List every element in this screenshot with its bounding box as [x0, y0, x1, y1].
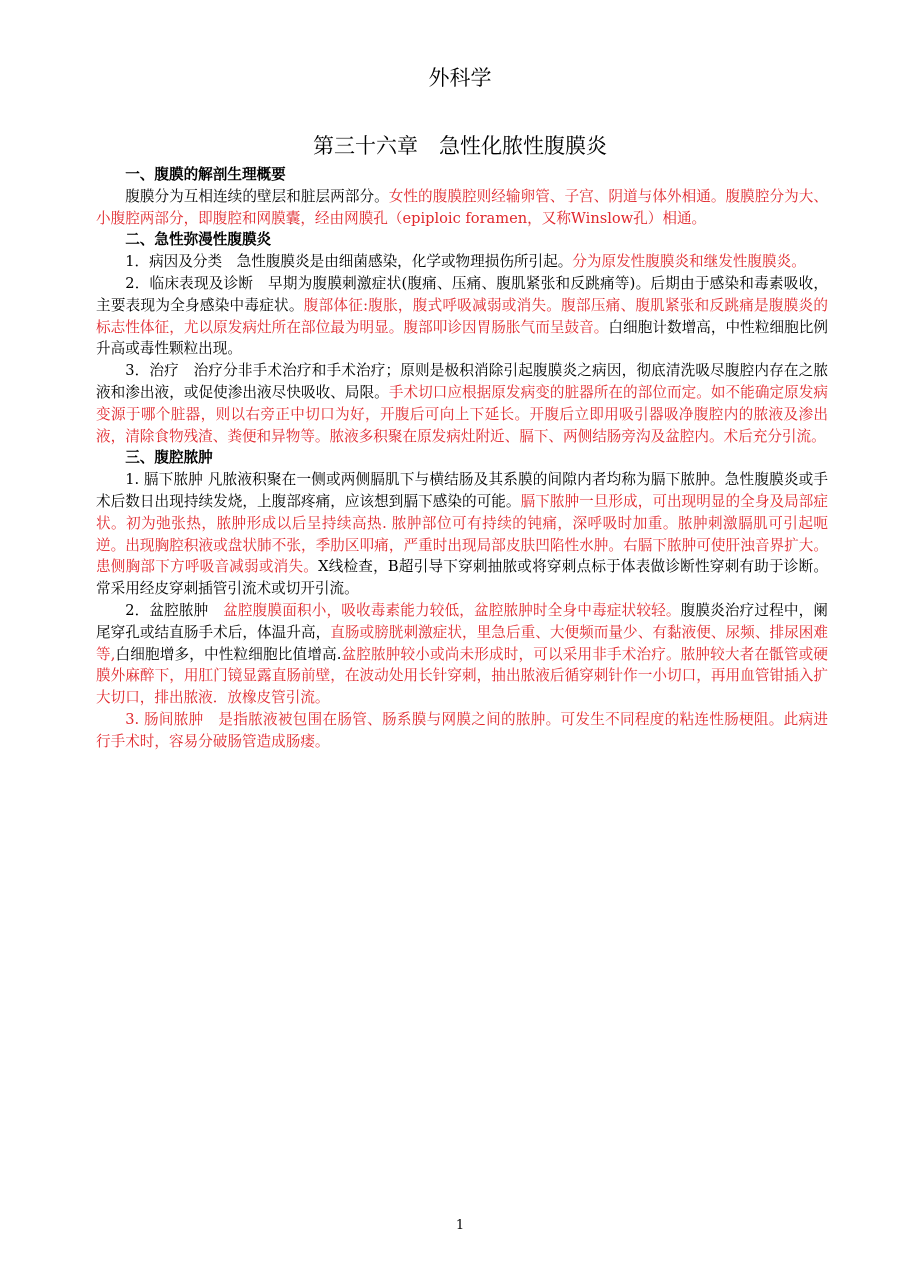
text-run: 白细胞计数增高，中性粒细胞比例升高或毒性颗粒出现。: [96, 318, 828, 358]
paragraph: [96, 273, 828, 360]
text-run: 1．病因及分类 急性腹膜炎是由细菌感染，化学或物理损伤所引起。: [125, 253, 573, 271]
paragraph: [96, 251, 828, 273]
text-run: 腹膜炎治疗过程中，阑尾穿孔或结直肠手术后，体温升高，: [96, 601, 828, 641]
paragraph: [96, 600, 828, 709]
text-run: 3．治疗 治疗分非手术治疗和手术治疗；原则是极积消除引起腹膜炎之病因，彻底清洗吸尽腹腔内存在之脓液和渗出液，或促使渗出液尽快吸收、局限。: [96, 362, 828, 401]
page-number: 1: [455, 1218, 465, 1233]
section-heading: 一、腹膜的解剖生理概要: [125, 166, 286, 183]
highlighted-text: 盆腔脓肿较小或尚未形成时，可以采用非手术治疗。脓肿较大者在骶管或硬膜外麻醉下，用肛门镜显露直肠前壁，在波动处用长针穿刺，抽出脓液后循穿刺针作一小切口，再用血管钳插入扩大切口，排出脓液．放橡皮管引流。: [96, 645, 828, 707]
chapter-title: 第三十六章 急性化脓性腹膜炎: [313, 134, 607, 158]
highlighted-text: 膈下脓肿一旦形成，可出现明显的全身及局部症状。初为弛张热，脓肿形成以后呈持续高热. 脓肿部位可有持续的钝痛，深呼吸时加重。脓肿刺激膈肌可引起呃逆。出现胸腔积液或盘状肺不张，季肋区叩痛，严重时出现局部皮肤凹陷性水肿。右膈下脓肿可使肝浊音界扩大。患侧胸部下方呼吸音减弱或消失。: [96, 492, 828, 576]
highlighted-text: 3. 肠间脓肿 是指脓液被包围在肠管、肠系膜与网膜之间的脓肿。可发生不同程度的粘连性肠梗阻。此病进行手术时，容易分破肠管造成肠瘘。: [96, 710, 828, 750]
highlighted-text: 手术切口应根据原发病变的脏器所在的部位而定。如不能确定原发病变源于哪个脏器，则以右旁正中切口为好，开腹后可向上下延长。开腹后立即用吸引器吸净腹腔内的脓液及渗出液，清除食物残渣、粪便和异物等。脓液多积聚在原发病灶附近、膈下、两侧结肠旁沟及盆腔内。术后充分引流。: [96, 383, 828, 445]
highlighted-text: 女性的腹膜腔则经输卵管、子宫、阴道与体外相通。腹膜腔分为大、小腹腔两部分，即腹腔和网膜囊，经由网膜孔（epiploic foramen，又称Winslow孔）相通。: [96, 187, 828, 227]
highlighted-text: 腹部体征:腹胀，腹式呼吸减弱或消失。腹部压痛、腹肌紧张和反跳痛是腹膜炎的标志性体征，尤以原发病灶所在部位最为明显。腹部叩诊因胃肠胀气而呈鼓音。: [96, 296, 828, 336]
text-run: X线检查，B超引导下穿刺抽脓或将穿刺点标于体表做诊断性穿刺有助于诊断。常采用经皮穿刺插管引流术或切开引流。: [96, 558, 828, 598]
section-heading: 三、腹腔脓肿: [125, 449, 213, 467]
text-run: 2．临床表现及诊断 早期为腹膜刺激症状(腹痛、压痛、腹肌紧张和反跳痛等)。后期由于感染和毒素吸收，主要表现为全身感染中毒症状。: [96, 274, 828, 314]
paragraph: [96, 186, 828, 230]
document-title: 外科学: [428, 66, 492, 90]
highlighted-text: 盆腔腹膜面积小，吸收毒素能力较低，盆腔脓肿时全身中毒症状较轻。: [223, 601, 681, 619]
text-run: 1. 膈下脓肿 凡脓液积聚在一侧或两侧膈肌下与横结肠及其系膜的间隙内者均称为膈下脓肿。急性腹膜炎或手术后数日出现持续发烧，上腹部疼痛，应该想到膈下感染的可能。: [96, 471, 828, 510]
highlighted-text: 直肠或膀胱刺激症状，里急后重、大便频而量少、有黏液便、尿频、排尿困难等,: [96, 623, 828, 663]
paragraph: [96, 360, 828, 447]
text-run: 腹膜分为互相连续的壁层和脏层两部分。: [125, 187, 389, 205]
text-run: 白细胞增多，中性粒细胞比值增高.: [115, 645, 342, 663]
section-heading: 二、急性弥漫性腹膜炎: [125, 231, 272, 249]
text-run: 2．盆腔脓肿: [125, 601, 224, 619]
highlighted-text: 分为原发性腹膜炎和继发性腹膜炎。: [572, 253, 806, 271]
document-body: [96, 164, 828, 753]
paragraph: [96, 709, 828, 753]
paragraph: [96, 469, 828, 600]
